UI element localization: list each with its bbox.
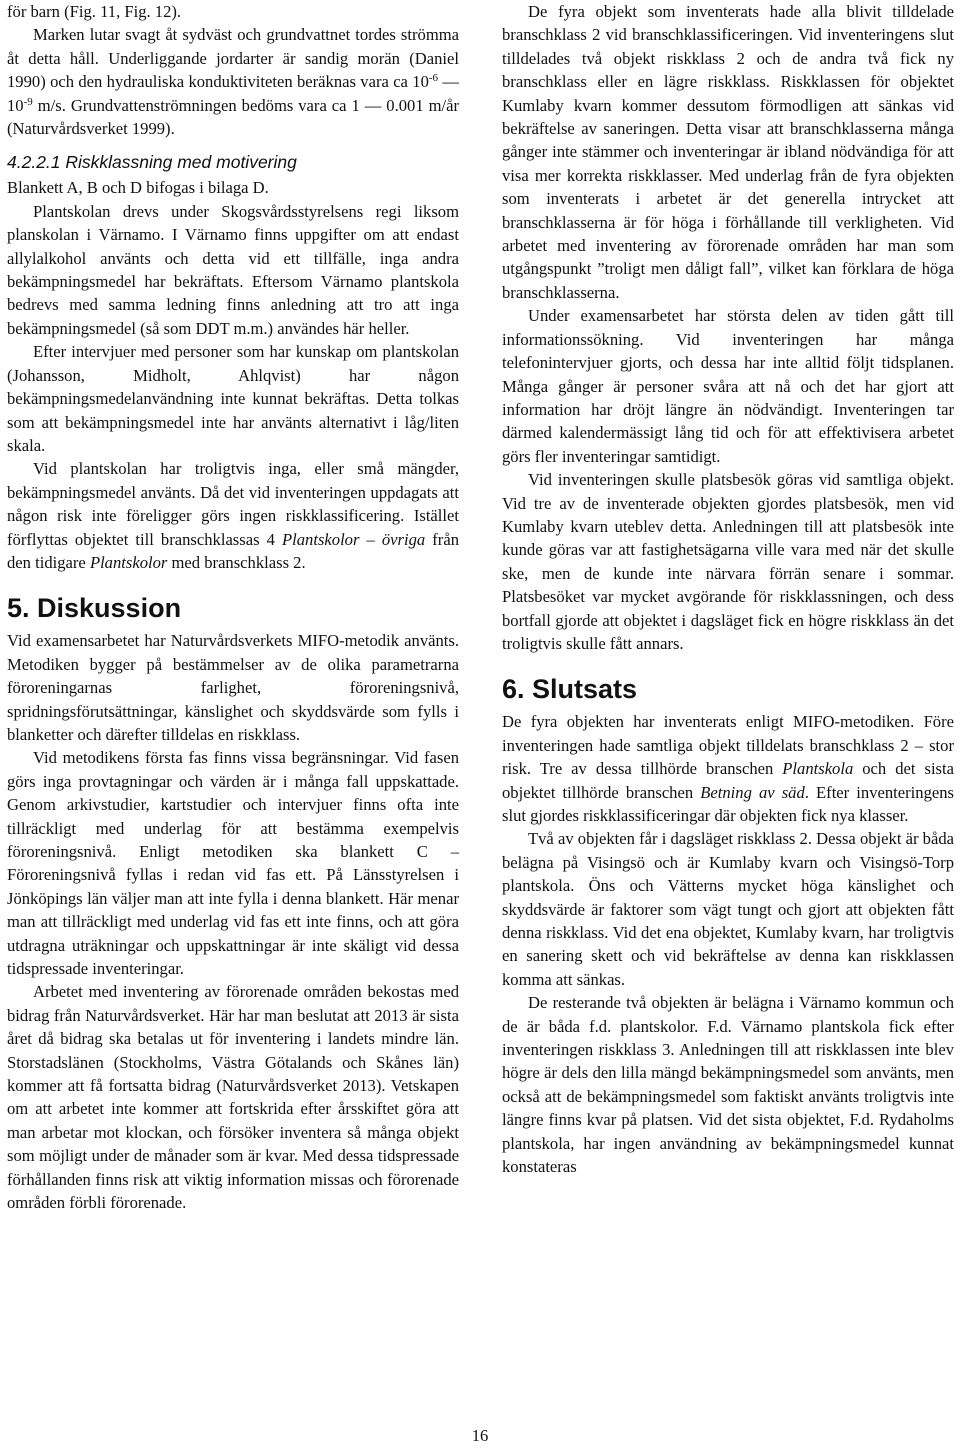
paragraph: Under examensarbetet har största delen av tiden gått till informationssökning. Vid inventeringen har många telefonintervjuer gjorts, och dessa har inte alltid följt tidsplanen. Många gånger är personer svåra att nå och det har gjort att information har dröjt längre än nödvändigt. Inventeringen tar därmed kalendermässigt lång tid och för att effektivisera arbetet görs fler inventeringar samtidigt. <box>502 306 954 466</box>
page-number: 16 <box>471 1426 489 1445</box>
exponent: -9 <box>23 95 33 108</box>
paragraph: De resterande två objekten är belägna i Värnamo kommun och de är båda f.d. plantskolor. F.d. Värnamo plantskola fick efter inventeringen riskklass 3. Anledningen till att riskklassen inte blev högre är dels den lilla mängd bekämpningsmedel som använts, men också att de bekämpningsmedel som faktiskt använts troligtvis inte längre finns kvar på platsen. Vid det sista objektet, F.d. Rydaholms plantskola, har ingen användning av bekämpningsmedel kunnat konstateras <box>502 993 954 1177</box>
paragraph: Vid inventeringen skulle platsbesök göras vid samtliga objekt. Vid tre av de inventerade objekten gjordes platsbesök, men vid Kumlaby kvarn uteblev detta. Anledningen till att platsbesök inte kunde göras var att fastighetsägarna ville vara med när det skulle ske, men de kunde inte närvara förrän senare i sommar. Platsbesöket var mycket avgörande för riskklassningen, och dess bortfall gjorde att objektet i dagsläget fick en högre riskklass än det troligtvis skulle fått annars. <box>502 470 954 653</box>
paragraph: Plantskolan drevs under Skogsvårdsstyrelsens regi liksom planskolan i Värnamo. I Värnamo finns uppgifter om att endast allylalkohol använts och detta vid ett tillfälle, inga andra bekämpningsmedel har bekräftats. Eftersom Värnamo plantskola bedrevs med samma ledning finns anledning att tro att inga bekämpningsmedel (så som DDT m.m.) användes här heller. <box>7 201 459 338</box>
exponent: -6 <box>428 72 439 85</box>
italic-term: Plantskolor <box>89 552 168 572</box>
paragraph: Vid examensarbetet har Naturvårdsverkets MIFO-metodik använts. Metodiken bygger på bestämmelser av de olika parametrarna föroreningarnas farlighet, föroreningsnivå, spridningsförutsättningar, känslighet och skyddsvärde som fylls i blanketter och därefter tilldelas en riskklass. <box>7 631 459 744</box>
italic-term: Plantskolor – övriga <box>282 529 426 549</box>
left-column <box>7 0 459 1215</box>
paragraph: Vid plantskolan har troligtvis inga, eller små mängder, bekämpningsmedel använts. Då det vid inventeringen uppdagats att någon risk inte föreligger görs ingen riskklassificering. Istället förflyttas objektet till branschklassas 4 Plantskolor – övriga från den tidigare Plantskolor med branschklass 2. <box>7 459 459 572</box>
italic-term: Plantskola <box>782 759 854 779</box>
paragraph: Vid metodikens första fas finns vissa begränsningar. Vid fasen görs inga provtagningar och värden är i många fall uppskattade. Genom arkivstudier, kartstudier och intervjuer finns ofta inte tillräckligt med underlag för att bestämma exempelvis föroreningsnivå. Enligt metodiken ska blankett C – Föroreningsnivå fyllas i redan vid fas ett. På Länsstyrelsen i Jönköpings län väljer man att inte fylla i denna blankett. Här menar man att tillräckligt med underlag vid fas ett inte finns, och att göra utdragna uträkningar och uppskattningar är inte skäligt vid dessa tidspressade inventeringar. <box>7 748 459 979</box>
paragraph: Arbetet med inventering av förorenade områden bekostas med bidrag från Naturvårdsverket. Här har man beslutat att 2013 är sista året då bidrag ska betalas ut för inventering i landets mindre län. Storstadslänen (Stockholms, Västra Götalands och Skånes län) kommer att få fortsatta bidrag (Naturvårdsverket 2013). Vetskapen om att arbetet inte kommer att fortskrida efter årsskiftet göra att man arbetar mot klockan, och försöker inventera så många objekt som möjligt under de månader som är kvar. Med dessa tidspressade förhållanden finns risk att viktig information missas och förorenade områden förbli förorenade. <box>7 982 459 1213</box>
right-column <box>502 0 954 1179</box>
paragraph: Efter intervjuer med personer som har kunskap om plantskolan (Johansson, Midholt, Ahlqvist) har någon bekämpningsmedelanvändning inte kunnat bekräftas. Detta tolkas som att bekämpningsmedel inte har använts alternativt i låg/liten skala. <box>7 342 459 455</box>
paragraph: för barn (Fig. 11, Fig. 12). <box>7 2 182 21</box>
paragraph: Två av objekten får i dagsläget riskklass 2. Dessa objekt är båda belägna på Visingsö och är Kumlaby kvarn och Visingsö-Torp plantskola. Öns och Vätterns mycket höga känslighet och skyddsvärde är faktorer som vägt tungt och gjort att objekten fått denna riskklass. Vid det ena objektet, Kumlaby kvarn, har troligtvis en sanering skett och vid bekräftelse av denna kan riskklassen komma att sänkas. <box>502 829 954 989</box>
paragraph: De fyra objekt som inventerats hade alla blivit tilldelade branschklass 2 vid branschklassificeringen. Vid inventeringens slut tilldelades två objekt riskklass 2 och de andra två fick ny branschklass eller en lägre riskklass. Riskklassen för objektet Kumlaby kvarn kommer dessutom förmodligen att sänkas vid bekräftelse av saneringen. Detta visar att branschklasserna många gånger inte stämmer och inventeringar är ibland nödvändiga för att visa mer korrekta riskklasser. Med underlag från de fyra objekten som inventerats i arbetet är det generella intrycket att branschklasserna är för höga i förhållande till verkligheten. Vid arbetet med inventering av förorenade områden har man som utgångspunkt ”troligt men dåligt fall”, vilket kan förklara de höga branschklasserna. <box>502 2 954 302</box>
italic-term: Betning av säd <box>700 782 805 802</box>
section-heading-slutsats: 6. Slutsats <box>502 674 638 705</box>
paragraph: De fyra objekten har inventerats enligt MIFO-metodiken. Före inventeringen hade samtliga objekt tilldelats branschklass 2 – stor risk. Tre av dessa tillhörde branschen Plantskola och det sista objektet tillhörde branschen Betning av säd. Efter inventeringens slut gjordes riskklassificeringar där objekten fick nya klasser. <box>502 712 954 825</box>
section-heading-riskklassning: 4.2.2.1 Riskklassning med motivering <box>7 152 297 173</box>
paragraph: Blankett A, B och D bifogas i bilaga D. <box>7 178 269 198</box>
paragraph-groundwater: Marken lutar svagt åt sydväst och grundvattnet tordes strömma åt detta håll. Underliggande jordarter är sandig morän (Daniel 1990) och den hydrauliska konduktiviteten beräknas vara ca $10^{-6}$ — $10^{-9}$ m/s. Grundvattenströmningen bedöms vara ca 1 — 0.001 m/år (Naturvårdsverket 1999). <box>7 25 459 139</box>
section-heading-diskussion: 5. Diskussion <box>7 593 182 624</box>
